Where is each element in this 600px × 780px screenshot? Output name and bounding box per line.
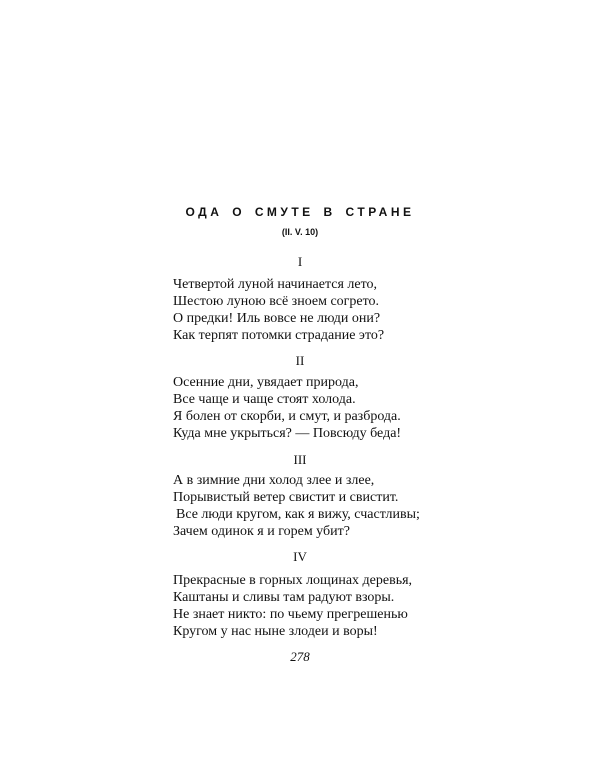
verse-line: Куда мне укрыться? — Повсюду беда! <box>173 426 402 441</box>
poem-title: ОДА О СМУТЕ В СТРАНЕ <box>185 205 415 219</box>
stanza-number-4: IV <box>293 549 307 564</box>
stanza-number-3: III <box>293 452 307 467</box>
stanza-4 <box>173 572 412 640</box>
stanza-number-1: I <box>297 254 303 269</box>
verse-line: Все люди кругом, как я вижу, счастливы; <box>176 507 420 522</box>
verse-line: Кругом у нас ныне злодеи и воры! <box>173 624 378 639</box>
verse-line: Как терпят потомки страдание это? <box>173 328 385 343</box>
stanza-number-2: II <box>295 353 305 368</box>
verse-line: Не знает никто: по чьему прегрешенью <box>173 607 408 622</box>
verse-line: Все чаще и чаще стоят холода. <box>173 392 356 407</box>
verse-line: Зачем одинок я и горем убит? <box>173 524 350 539</box>
verse-line: Четвертой луной начинается лето, <box>173 277 378 292</box>
stanza-1 <box>173 276 384 344</box>
verse-line: Я болен от скорби, и смут, и разброда. <box>173 409 401 424</box>
verse-line: Прекрасные в горных лощинах деревья, <box>173 573 413 588</box>
verse-line: А в зимние дни холод злее и злее, <box>173 473 375 488</box>
stanza-3 <box>173 472 420 540</box>
verse-line: Осенние дни, увядает природа, <box>173 375 359 390</box>
stanza-2 <box>173 374 401 442</box>
poem-date: (II. V. 10) <box>281 227 319 237</box>
verse-line: Порывистый ветер свистит и свистит. <box>173 490 399 505</box>
verse-line: О предки! Иль вовсе не люди они? <box>173 311 381 326</box>
verse-line: Шестою луною всё зноем согрето. <box>173 294 380 309</box>
page-number: 278 <box>290 649 310 664</box>
verse-line: Каштаны и сливы там радуют взоры. <box>173 590 395 605</box>
